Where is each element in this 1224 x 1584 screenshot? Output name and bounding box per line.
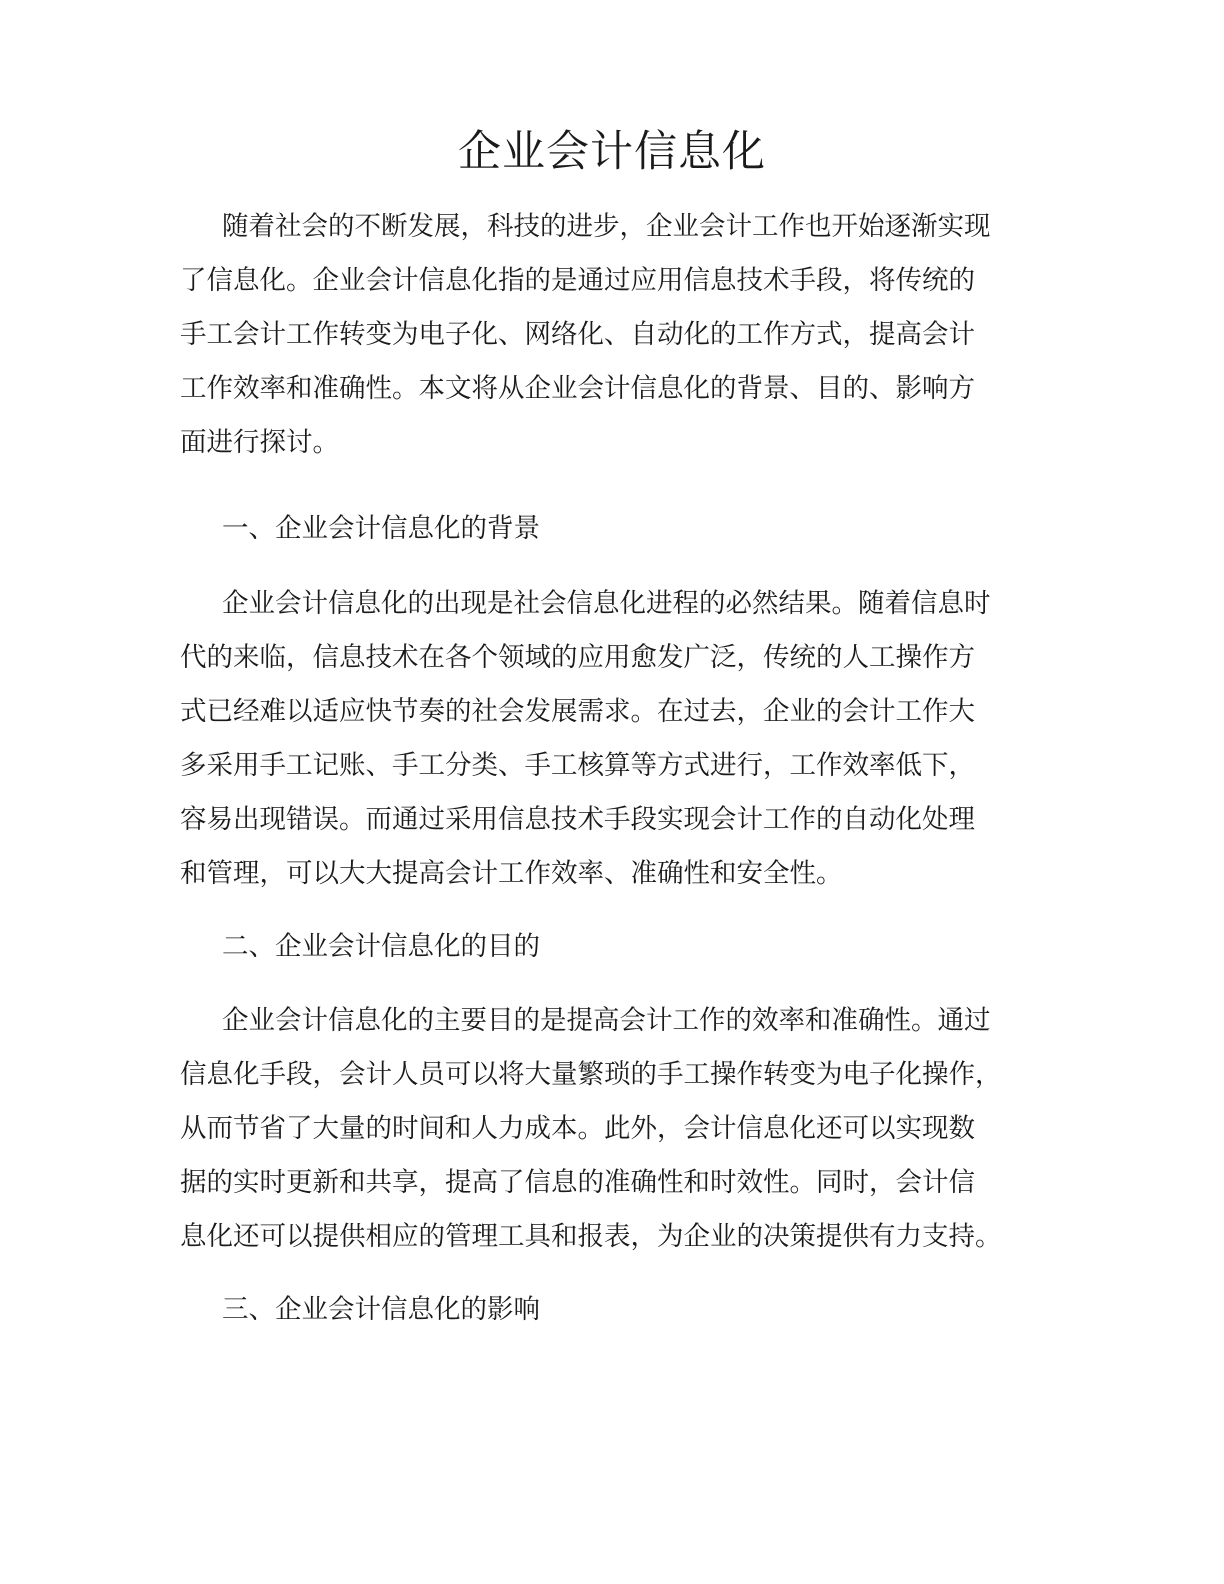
section-heading: 一、企业会计信息化的背景 (222, 513, 540, 544)
paragraph-line: 代的来临，信息技术在各个领域的应用愈发广泛，传统的人工操作方 (180, 642, 975, 673)
paragraph-line: 手工会计工作转变为电子化、网络化、自动化的工作方式，提高会计 (180, 319, 975, 350)
paragraph-line: 随着社会的不断发展，科技的进步，企业会计工作也开始逐渐实现 (222, 211, 991, 242)
paragraph-line: 和管理，可以大大提高会计工作效率、准确性和安全性。 (180, 858, 843, 889)
paragraph-line: 工作效率和准确性。本文将从企业会计信息化的背景、目的、影响方 (180, 373, 975, 404)
section-heading-impact (180, 1283, 1080, 1337)
purpose-paragraph (180, 994, 1080, 1264)
paragraph-line: 息化还可以提供相应的管理工具和报表，为企业的决策提供有力支持。 (180, 1221, 1002, 1252)
section-heading-purpose (180, 920, 1080, 974)
paragraph-line: 企业会计信息化的主要目的是提高会计工作的效率和准确性。通过 (222, 1005, 991, 1036)
section-heading-background (180, 502, 1080, 556)
intro-paragraph (180, 200, 1080, 470)
document-title: 企业会计信息化 (458, 127, 766, 177)
paragraph-line: 了信息化。企业会计信息化指的是通过应用信息技术手段，将传统的 (180, 265, 975, 296)
paragraph-line: 企业会计信息化的出现是社会信息化进程的必然结果。随着信息时 (222, 588, 991, 619)
section-heading: 二、企业会计信息化的目的 (222, 931, 540, 962)
paragraph-line: 容易出现错误。而通过采用信息技术手段实现会计工作的自动化处理 (180, 804, 975, 835)
paragraph-line: 据的实时更新和共享，提高了信息的准确性和时效性。同时，会计信 (180, 1167, 975, 1198)
paragraph-line: 多采用手工记账、手工分类、手工核算等方式进行，工作效率低下， (180, 750, 975, 781)
paragraph-line: 面进行探讨。 (180, 427, 339, 458)
paragraph-line: 从而节省了大量的时间和人力成本。此外，会计信息化还可以实现数 (180, 1113, 975, 1144)
paragraph-line: 式已经难以适应快节奏的社会发展需求。在过去，企业的会计工作大 (180, 696, 975, 727)
section-heading: 三、企业会计信息化的影响 (222, 1294, 540, 1325)
background-paragraph (180, 577, 1080, 901)
paragraph-line: 信息化手段，会计人员可以将大量繁琐的手工操作转变为电子化操作， (180, 1059, 1002, 1090)
